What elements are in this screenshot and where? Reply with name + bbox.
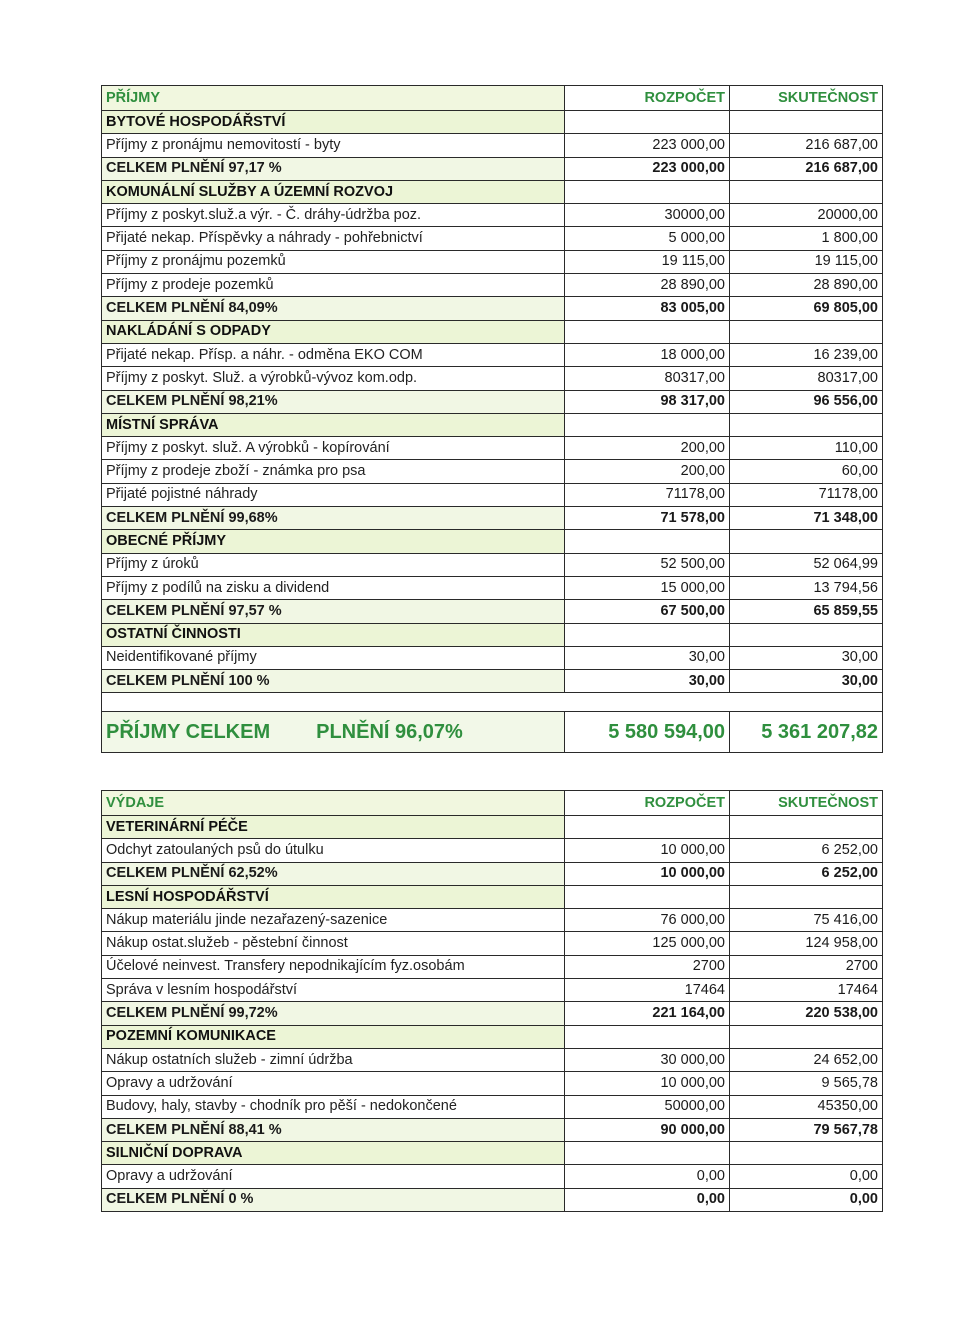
table-row	[102, 955, 883, 978]
item-budget: 30,00	[565, 646, 730, 669]
item-budget: 10 000,00	[565, 1072, 730, 1095]
table-row	[102, 1072, 883, 1095]
grand-total-actual: 5 361 207,82	[730, 712, 883, 753]
item-budget: 5 000,00	[565, 227, 730, 250]
section-blank-cell	[565, 180, 730, 203]
item-budget: 28 890,00	[565, 274, 730, 297]
total-label: CELKEM PLNĚNÍ 99,72%	[102, 1002, 565, 1025]
section-blank-cell	[565, 530, 730, 553]
item-label: Příjmy z poskyt.služ.a výr. - Č. dráhy-údržba poz.	[102, 204, 565, 227]
item-actual: 71178,00	[730, 483, 883, 506]
section-row	[102, 180, 883, 203]
item-label: Přijaté pojistné náhrady	[102, 483, 565, 506]
section-row	[102, 530, 883, 553]
item-label: Příjmy z poskyt. služ. A výrobků - kopírování	[102, 437, 565, 460]
total-actual: 65 859,55	[730, 600, 883, 623]
item-actual: 6 252,00	[730, 839, 883, 862]
total-label: CELKEM PLNĚNÍ 100 %	[102, 670, 565, 693]
expense-col-budget: ROZPOČET	[565, 791, 730, 816]
item-label: Opravy a udržování	[102, 1072, 565, 1095]
total-actual: 30,00	[730, 670, 883, 693]
item-budget: 30 000,00	[565, 1048, 730, 1071]
total-row	[102, 507, 883, 530]
item-actual: 60,00	[730, 460, 883, 483]
item-budget: 18 000,00	[565, 343, 730, 366]
item-actual: 1 800,00	[730, 227, 883, 250]
expense-header-row	[102, 791, 883, 816]
item-label: Příjmy z prodeje pozemků	[102, 274, 565, 297]
section-title: VETERINÁRNÍ PÉČE	[102, 816, 565, 839]
item-budget: 200,00	[565, 437, 730, 460]
table-row	[102, 1048, 883, 1071]
table-row	[102, 979, 883, 1002]
item-budget: 17464	[565, 979, 730, 1002]
item-actual: 52 064,99	[730, 553, 883, 576]
expense-table	[101, 790, 883, 1212]
spacer-cell	[730, 693, 883, 712]
income-table	[101, 85, 883, 753]
grand-total-title: PŘÍJMY CELKEM	[106, 720, 271, 743]
section-blank-cell	[730, 180, 883, 203]
section-blank-cell	[565, 1142, 730, 1165]
item-actual: 24 652,00	[730, 1048, 883, 1071]
item-budget: 223 000,00	[565, 134, 730, 157]
table-row	[102, 343, 883, 366]
item-actual: 20000,00	[730, 204, 883, 227]
item-label: Budovy, haly, stavby - chodník pro pěší - nedokončené	[102, 1095, 565, 1118]
item-actual: 13 794,56	[730, 576, 883, 599]
item-label: Přijaté nekap. Příspěvky a náhrady - pohřebnictví	[102, 227, 565, 250]
section-blank-cell	[565, 885, 730, 908]
income-header-row	[102, 86, 883, 111]
item-actual: 2700	[730, 955, 883, 978]
section-title: SILNIČNÍ DOPRAVA	[102, 1142, 565, 1165]
section-blank-cell	[730, 320, 883, 343]
spacer-row	[102, 693, 883, 712]
section-blank-cell	[565, 816, 730, 839]
item-budget: 19 115,00	[565, 250, 730, 273]
income-col-actual: SKUTEČNOST	[730, 86, 883, 111]
total-row	[102, 297, 883, 320]
section-blank-cell	[565, 413, 730, 436]
item-actual: 80317,00	[730, 367, 883, 390]
total-row	[102, 390, 883, 413]
table-row	[102, 1095, 883, 1118]
table-row	[102, 1165, 883, 1188]
item-label: Neidentifikované příjmy	[102, 646, 565, 669]
total-label: CELKEM PLNĚNÍ 97,57 %	[102, 600, 565, 623]
total-row	[102, 862, 883, 885]
item-label: Správa v lesním hospodářství	[102, 979, 565, 1002]
table-row	[102, 553, 883, 576]
item-budget: 71178,00	[565, 483, 730, 506]
section-title: MÍSTNÍ SPRÁVA	[102, 413, 565, 436]
income-body	[102, 86, 883, 753]
total-budget: 83 005,00	[565, 297, 730, 320]
section-title: KOMUNÁLNÍ SLUŽBY A ÚZEMNÍ ROZVOJ	[102, 180, 565, 203]
total-actual: 71 348,00	[730, 507, 883, 530]
section-blank-cell	[730, 1142, 883, 1165]
total-budget: 0,00	[565, 1188, 730, 1211]
table-row	[102, 576, 883, 599]
table-row	[102, 437, 883, 460]
total-row	[102, 600, 883, 623]
section-title: OSTATNÍ ČINNOSTI	[102, 623, 565, 646]
item-budget: 2700	[565, 955, 730, 978]
item-actual: 30,00	[730, 646, 883, 669]
section-blank-cell	[730, 885, 883, 908]
item-actual: 28 890,00	[730, 274, 883, 297]
income-title: PŘÍJMY	[102, 86, 565, 111]
total-budget: 221 164,00	[565, 1002, 730, 1025]
expense-title: VÝDAJE	[102, 791, 565, 816]
item-actual: 110,00	[730, 437, 883, 460]
spacer-cell	[102, 693, 565, 712]
item-budget: 0,00	[565, 1165, 730, 1188]
total-budget: 67 500,00	[565, 600, 730, 623]
item-label: Příjmy z poskyt. Služ. a výrobků-vývoz kom.odp.	[102, 367, 565, 390]
section-blank-cell	[730, 413, 883, 436]
total-row	[102, 1118, 883, 1141]
section-title: NAKLÁDÁNÍ S ODPADY	[102, 320, 565, 343]
section-row	[102, 320, 883, 343]
section-title: BYTOVÉ HOSPODÁŘSTVÍ	[102, 111, 565, 134]
item-actual: 124 958,00	[730, 932, 883, 955]
total-label: CELKEM PLNĚNÍ 97,17 %	[102, 157, 565, 180]
item-label: Opravy a udržování	[102, 1165, 565, 1188]
total-actual: 0,00	[730, 1188, 883, 1211]
item-label: Nákup ostat.služeb - pěstební činnost	[102, 932, 565, 955]
section-row	[102, 111, 883, 134]
total-budget: 90 000,00	[565, 1118, 730, 1141]
item-actual: 216 687,00	[730, 134, 883, 157]
total-actual: 69 805,00	[730, 297, 883, 320]
table-row	[102, 367, 883, 390]
item-label: Příjmy z úroků	[102, 553, 565, 576]
total-row	[102, 1188, 883, 1211]
table-row	[102, 274, 883, 297]
total-label: CELKEM PLNĚNÍ 99,68%	[102, 507, 565, 530]
grand-total-label	[102, 712, 565, 753]
total-label: CELKEM PLNĚNÍ 88,41 %	[102, 1118, 565, 1141]
total-label: CELKEM PLNĚNÍ 62,52%	[102, 862, 565, 885]
total-row	[102, 157, 883, 180]
item-budget: 125 000,00	[565, 932, 730, 955]
grand-total-budget: 5 580 594,00	[565, 712, 730, 753]
table-row	[102, 134, 883, 157]
spacer-cell	[565, 693, 730, 712]
section-title: LESNÍ HOSPODÁŘSTVÍ	[102, 885, 565, 908]
section-blank-cell	[565, 320, 730, 343]
total-actual: 79 567,78	[730, 1118, 883, 1141]
item-actual: 9 565,78	[730, 1072, 883, 1095]
table-row	[102, 909, 883, 932]
total-budget: 71 578,00	[565, 507, 730, 530]
total-label: CELKEM PLNĚNÍ 84,09%	[102, 297, 565, 320]
total-budget: 10 000,00	[565, 862, 730, 885]
total-budget: 223 000,00	[565, 157, 730, 180]
table-row	[102, 932, 883, 955]
item-budget: 200,00	[565, 460, 730, 483]
section-row	[102, 816, 883, 839]
item-label: Příjmy z pronájmu nemovitostí - byty	[102, 134, 565, 157]
item-budget: 52 500,00	[565, 553, 730, 576]
item-actual: 75 416,00	[730, 909, 883, 932]
section-title: OBECNÉ PŘÍJMY	[102, 530, 565, 553]
item-budget: 15 000,00	[565, 576, 730, 599]
section-row	[102, 1142, 883, 1165]
total-row	[102, 670, 883, 693]
total-budget: 98 317,00	[565, 390, 730, 413]
total-row	[102, 1002, 883, 1025]
total-budget: 30,00	[565, 670, 730, 693]
section-row	[102, 1025, 883, 1048]
section-row	[102, 885, 883, 908]
item-budget: 76 000,00	[565, 909, 730, 932]
item-label: Účelové neinvest. Transfery nepodnikajícím fyz.osobám	[102, 955, 565, 978]
item-budget: 10 000,00	[565, 839, 730, 862]
section-blank-cell	[565, 1025, 730, 1048]
total-actual: 6 252,00	[730, 862, 883, 885]
item-label: Příjmy z prodeje zboží - známka pro psa	[102, 460, 565, 483]
total-label: CELKEM PLNĚNÍ 98,21%	[102, 390, 565, 413]
item-actual: 17464	[730, 979, 883, 1002]
section-blank-cell	[730, 111, 883, 134]
section-blank-cell	[730, 623, 883, 646]
section-blank-cell	[730, 816, 883, 839]
expense-col-actual: SKUTEČNOST	[730, 791, 883, 816]
item-label: Příjmy z podílů na zisku a dividend	[102, 576, 565, 599]
table-row	[102, 483, 883, 506]
total-actual: 96 556,00	[730, 390, 883, 413]
section-row	[102, 623, 883, 646]
item-actual: 16 239,00	[730, 343, 883, 366]
table-row	[102, 460, 883, 483]
item-label: Přijaté nekap. Přísp. a náhr. - odměna EKO COM	[102, 343, 565, 366]
section-blank-cell	[730, 1025, 883, 1048]
item-label: Příjmy z pronájmu pozemků	[102, 250, 565, 273]
item-label: Odchyt zatoulaných psů do útulku	[102, 839, 565, 862]
item-budget: 50000,00	[565, 1095, 730, 1118]
total-actual: 216 687,00	[730, 157, 883, 180]
expense-body	[102, 791, 883, 1212]
item-actual: 19 115,00	[730, 250, 883, 273]
income-col-budget: ROZPOČET	[565, 86, 730, 111]
grand-total-fulfillment: PLNĚNÍ 96,07%	[316, 720, 463, 743]
table-row	[102, 646, 883, 669]
item-label: Nákup ostatních služeb - zimní údržba	[102, 1048, 565, 1071]
total-actual: 220 538,00	[730, 1002, 883, 1025]
grand-total-row	[102, 712, 883, 753]
table-row	[102, 250, 883, 273]
item-budget: 30000,00	[565, 204, 730, 227]
item-label: Nákup materiálu jinde nezařazený-sazenice	[102, 909, 565, 932]
section-blank-cell	[730, 530, 883, 553]
total-label: CELKEM PLNĚNÍ 0 %	[102, 1188, 565, 1211]
section-row	[102, 413, 883, 436]
section-blank-cell	[565, 623, 730, 646]
item-actual: 0,00	[730, 1165, 883, 1188]
table-row	[102, 839, 883, 862]
section-title: POZEMNÍ KOMUNIKACE	[102, 1025, 565, 1048]
section-blank-cell	[565, 111, 730, 134]
table-row	[102, 204, 883, 227]
item-actual: 45350,00	[730, 1095, 883, 1118]
item-budget: 80317,00	[565, 367, 730, 390]
table-row	[102, 227, 883, 250]
